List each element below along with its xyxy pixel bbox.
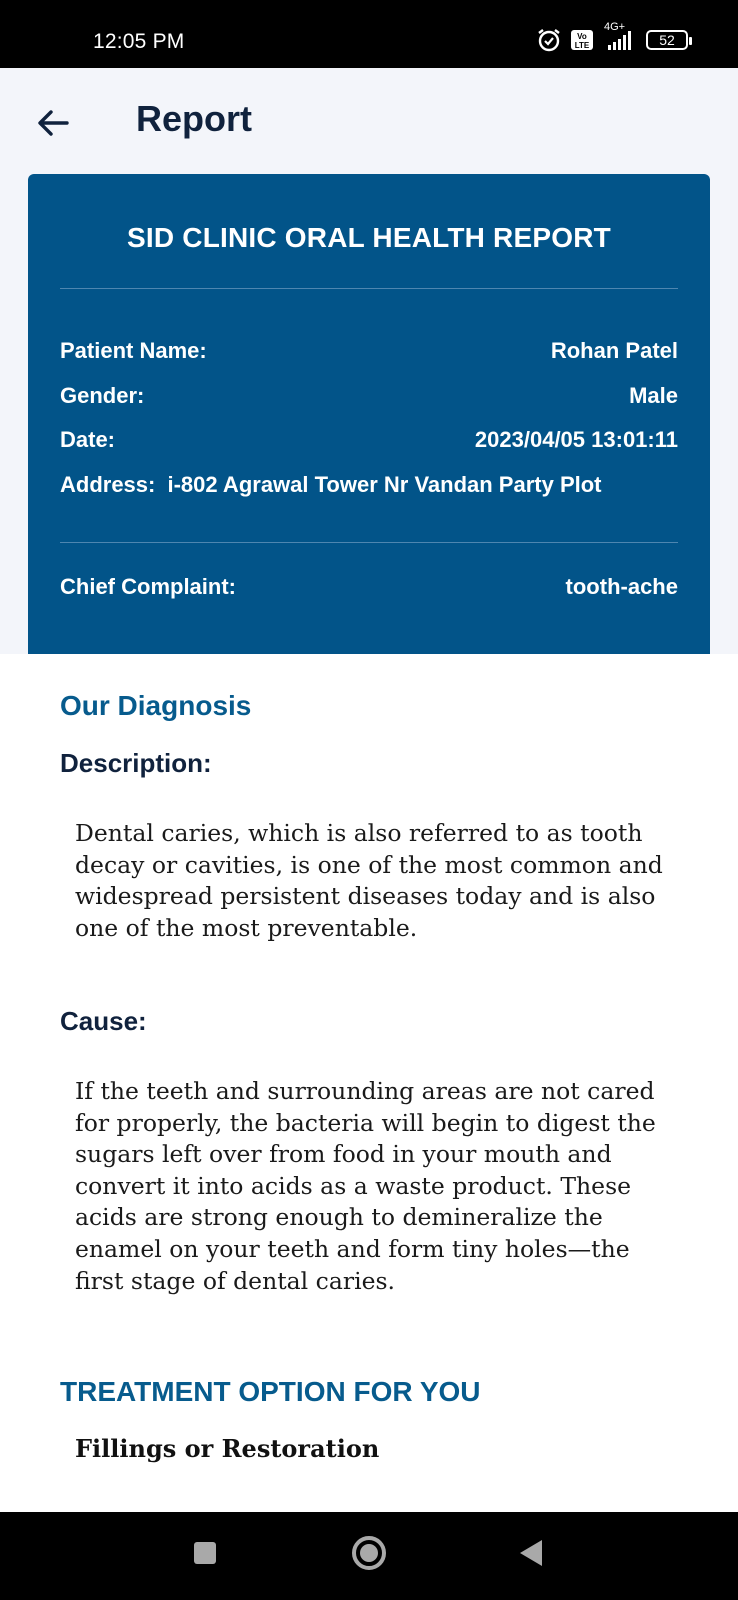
gender-row	[60, 383, 678, 409]
back-button[interactable]	[520, 1540, 542, 1566]
date-row	[60, 427, 678, 453]
report-title: SID CLINIC ORAL HEALTH REPORT	[127, 222, 611, 253]
patient-name-label: Patient Name:	[60, 338, 207, 363]
chief-complaint-row	[60, 574, 678, 600]
date-label: Date:	[60, 427, 116, 452]
battery-icon	[646, 30, 688, 50]
cause-text: If the teeth and surrounding areas are not cared for properly, the bacteria will begin to digest the sugars left over from food in your mouth and convert it into acids as a waste product. These acids are strong enough to demineralize the enamel on your teeth and form tiny holes—the first stage of dental caries.	[75, 1077, 656, 1295]
chief-complaint-label: Chief Complaint:	[60, 574, 236, 599]
page-title: Report	[136, 98, 252, 139]
report-content	[0, 654, 738, 1512]
date-value: 2023/04/05 13:01:11	[474, 427, 678, 452]
treatment-heading: TREATMENT OPTION FOR YOU	[60, 1376, 481, 1407]
description-label: Description:	[60, 748, 212, 778]
svg-text:Vo: Vo	[577, 32, 587, 41]
back-arrow-icon[interactable]	[36, 106, 70, 140]
network-type: 4G+	[604, 21, 626, 33]
status-bar	[0, 0, 738, 68]
diagnosis-heading: Our Diagnosis	[60, 690, 252, 721]
cause-label: Cause:	[60, 1006, 147, 1036]
patient-name-row	[60, 338, 678, 364]
address-label: Address:	[60, 472, 156, 497]
svg-text:LTE: LTE	[574, 41, 590, 50]
address-value: i-802 Agrawal Tower Nr Vandan Party Plot	[167, 472, 602, 497]
battery-level: 52	[659, 32, 675, 48]
chief-complaint-value: tooth-ache	[565, 574, 678, 599]
report-card	[28, 174, 710, 654]
signal-icon	[602, 21, 638, 53]
home-button[interactable]	[352, 1536, 386, 1570]
description-text: Dental caries, which is also referred to as tooth decay or cavities, is one of the most common and widespread persistent diseases today and is also one of the most preventable.	[75, 819, 663, 942]
gender-value: Male	[629, 383, 678, 408]
card-divider	[60, 288, 678, 289]
system-nav-bar	[0, 1512, 738, 1600]
alarm-icon	[536, 27, 562, 53]
gender-label: Gender:	[60, 383, 145, 408]
app-header	[0, 68, 738, 176]
status-time: 12:05 PM	[93, 30, 185, 53]
card-divider	[60, 542, 678, 543]
treatment-option: Fillings or Restoration	[75, 1434, 380, 1463]
patient-name-value: Rohan Patel	[550, 338, 678, 363]
recent-apps-button[interactable]	[194, 1542, 216, 1564]
volte-icon	[570, 29, 594, 51]
address-row	[60, 472, 678, 498]
status-icons	[536, 21, 688, 53]
